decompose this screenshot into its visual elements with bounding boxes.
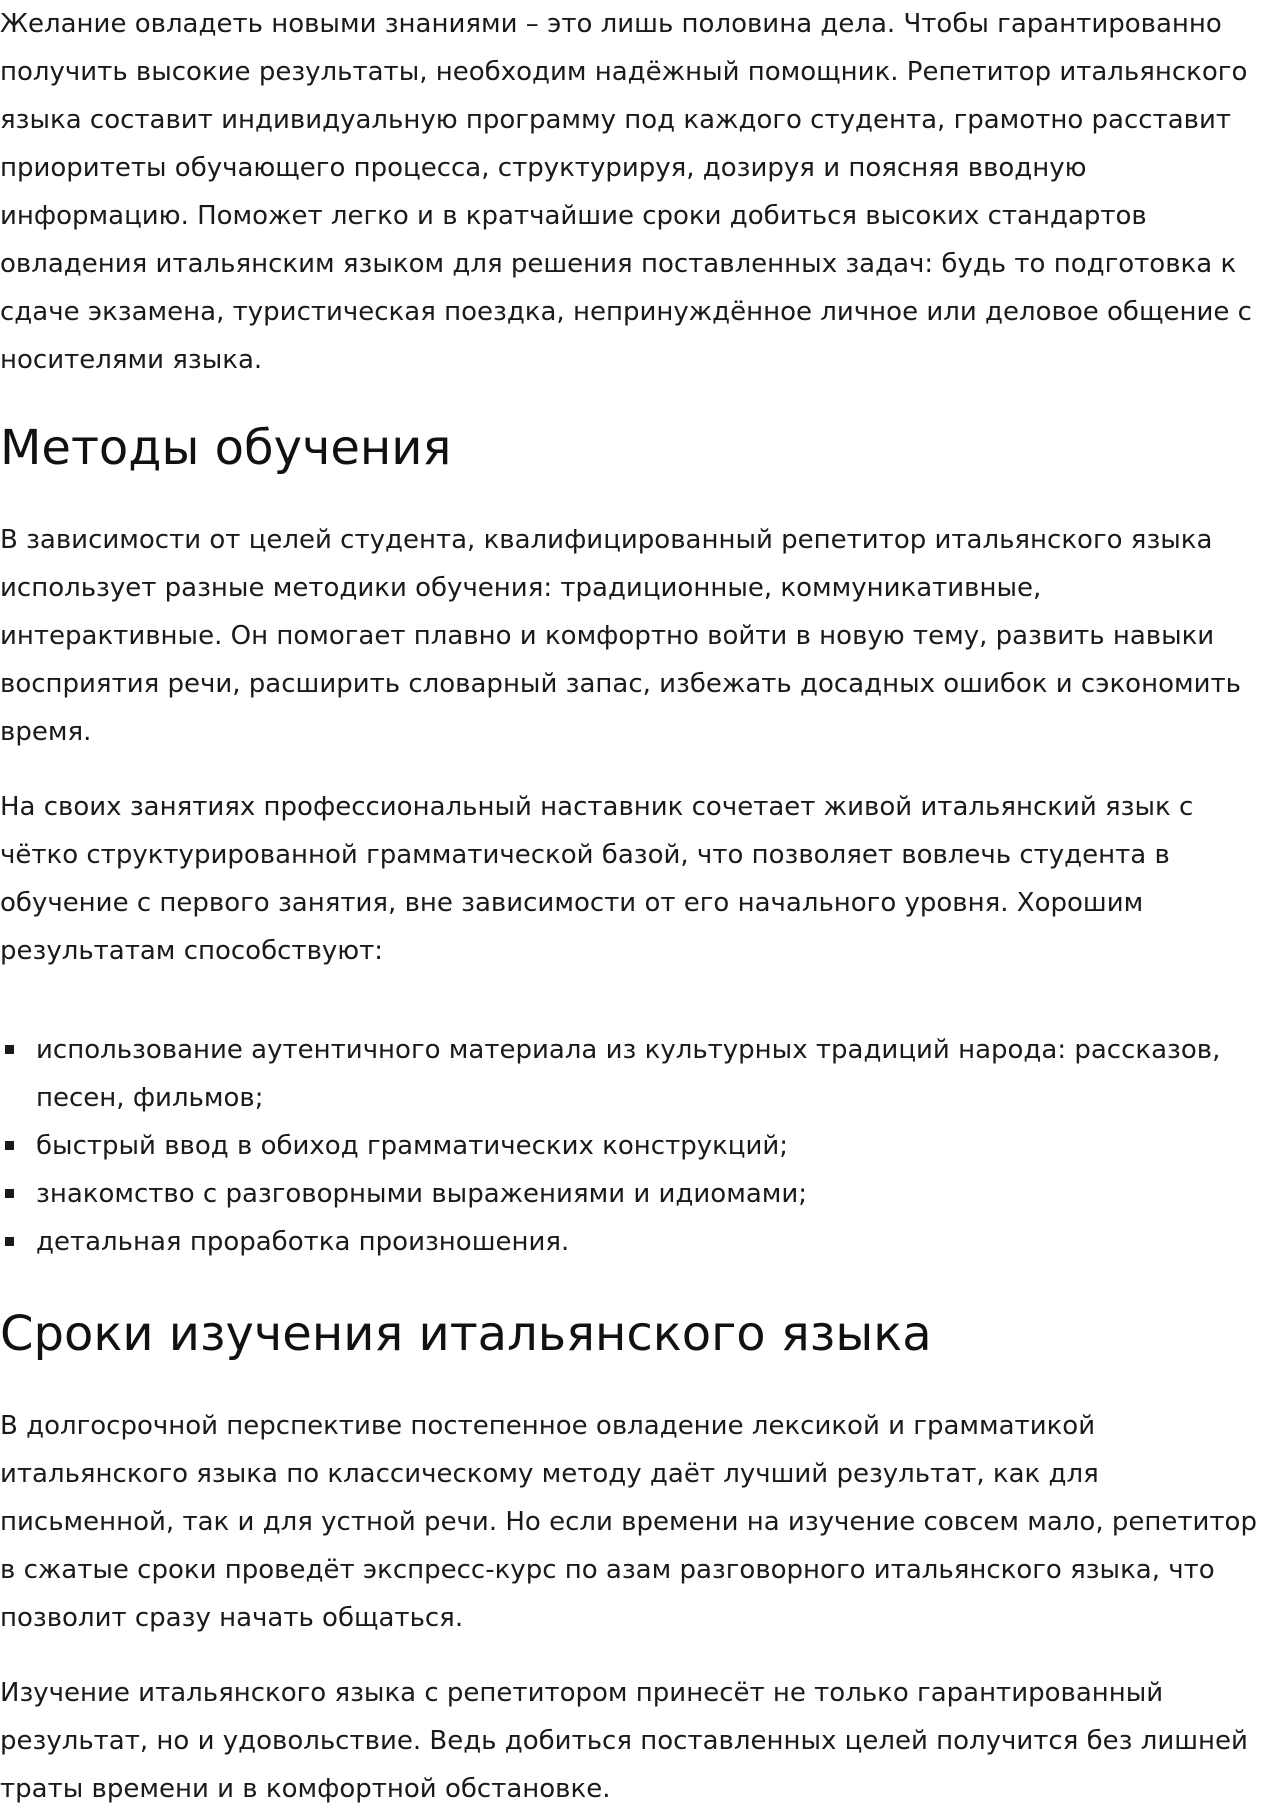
terms-heading: Сроки изучения итальянского языка <box>0 1306 932 1362</box>
terms-paragraph-1: В долгосрочной перспективе постепенное овладение лексикой и грамматикой итальянского языка по классическому методу даёт лучший результат, как для письменной, так и для устной речи. Но если времени на изучение совсем мало, репетитор в сжатые сроки проведёт экспресс-курс по азам разговорного итальянского языка, что позволит сразу начать общаться. <box>0 1411 1257 1633</box>
methods-paragraph-1: В зависимости от целей студента, квалифицированный репетитор итальянского языка использует разные методики обучения: традиционные, коммуникативные, интерактивные. Он помогает плавно и комфортно войти в новую тему, развить навыки восприятия речи, расширить словарный запас, избежать досадных ошибок и сэкономить время. <box>0 525 1241 747</box>
methods-paragraph-2: На своих занятиях профессиональный наставник сочетает живой итальянский язык с чётко структурированной грамматической базой, что позволяет вовлечь студента в обучение с первого занятия, вне зависимости от его начального уровня. Хорошим результатам способствуют: <box>0 792 1194 966</box>
list-item <box>0 1026 1262 1122</box>
list-item <box>0 1218 1262 1266</box>
list-item-text: детальная проработка произношения. <box>36 1227 570 1257</box>
list-item <box>0 1170 1262 1218</box>
square-bullet-icon <box>5 1237 14 1246</box>
square-bullet-icon <box>5 1045 14 1054</box>
list-item-text: использование аутентичного материала из культурных традиций народа: рассказов, песен, фильмов; <box>36 1035 1221 1113</box>
square-bullet-icon <box>5 1141 14 1150</box>
list-item-text: знакомство с разговорными выражениями и идиомами; <box>36 1179 808 1209</box>
terms-paragraph-2: Изучение итальянского языка с репетитором принесёт не только гарантированный результат, но и удовольствие. Ведь добиться поставленных целей получится без лишней траты времени и в комфортной обстановке. <box>0 1678 1248 1804</box>
square-bullet-icon <box>5 1189 14 1198</box>
methods-list <box>0 1002 1262 1266</box>
methods-heading: Методы обучения <box>0 420 452 476</box>
list-item-text: быстрый ввод в обиход грамматических конструкций; <box>36 1131 789 1161</box>
list-item <box>0 1122 1262 1170</box>
intro-paragraph: Желание овладеть новыми знаниями – это лишь половина дела. Чтобы гарантированно получить высокие результаты, необходим надёжный помощник. Репетитор итальянского языка составит индивидуальную программу под каждого студента, грамотно расставит приоритеты обучающего процесса, структурируя, дозируя и поясняя вводную информацию. Поможет легко и в кратчайшие сроки добиться высоких стандартов овладения итальянским языком для решения поставленных задач: будь то подготовка к сдаче экзамена, туристическая поездка, непринуждённое личное или деловое общение с носителями языка. <box>0 9 1252 375</box>
